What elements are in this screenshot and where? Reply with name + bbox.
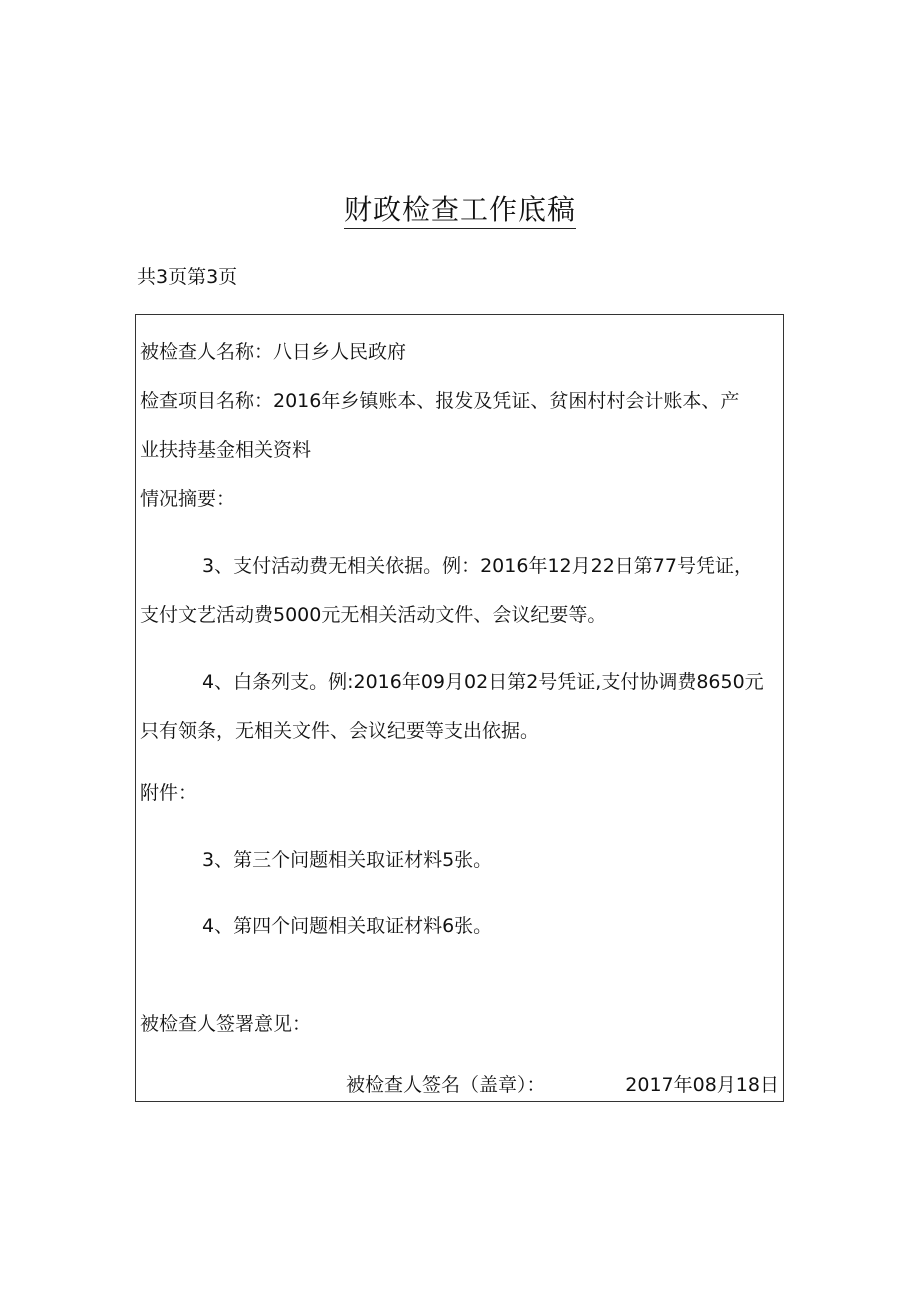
signature-date: 2017年08月18日 <box>625 1074 779 1096</box>
inspected-party: 被检查人名称：八日乡人民政府 <box>140 341 407 363</box>
opinion-label: 被检查人签署意见： <box>140 1013 312 1035</box>
attachment-label: 附件： <box>140 782 198 804</box>
summary-label: 情况摘要： <box>140 488 236 510</box>
project-name-line1: 检查项目名称：2016年乡镇账本、报发及凭证、贫困村村会计账本、产 <box>140 390 740 412</box>
attachment-4: 4、第四个问题相关取证材料6张。 <box>202 915 493 937</box>
project-name-line2: 业扶持基金相关资料 <box>140 439 312 461</box>
signature-label: 被检查人签名（盖章）： <box>346 1074 546 1096</box>
page-info: 共3页第3页 <box>137 266 238 288</box>
title-text: 财政检查工作底稿 <box>344 193 576 229</box>
item3-line2: 支付文艺活动费5000元无相关活动文件、会议纪要等。 <box>140 604 607 626</box>
item4-line1: 4、白条列支。例:2016年09月02日第2号凭证,支付协调费8650元 <box>202 671 764 693</box>
document-title <box>0 188 920 228</box>
item4-line2: 只有领条，无相关文件、会议纪要等支出依据。 <box>140 720 540 742</box>
attachment-3: 3、第三个问题相关取证材料5张。 <box>202 849 493 871</box>
item3-line1: 3、支付活动费无相关依据。例：2016年12月22日第77号凭证， <box>202 555 753 577</box>
worksheet-box <box>135 314 784 1102</box>
